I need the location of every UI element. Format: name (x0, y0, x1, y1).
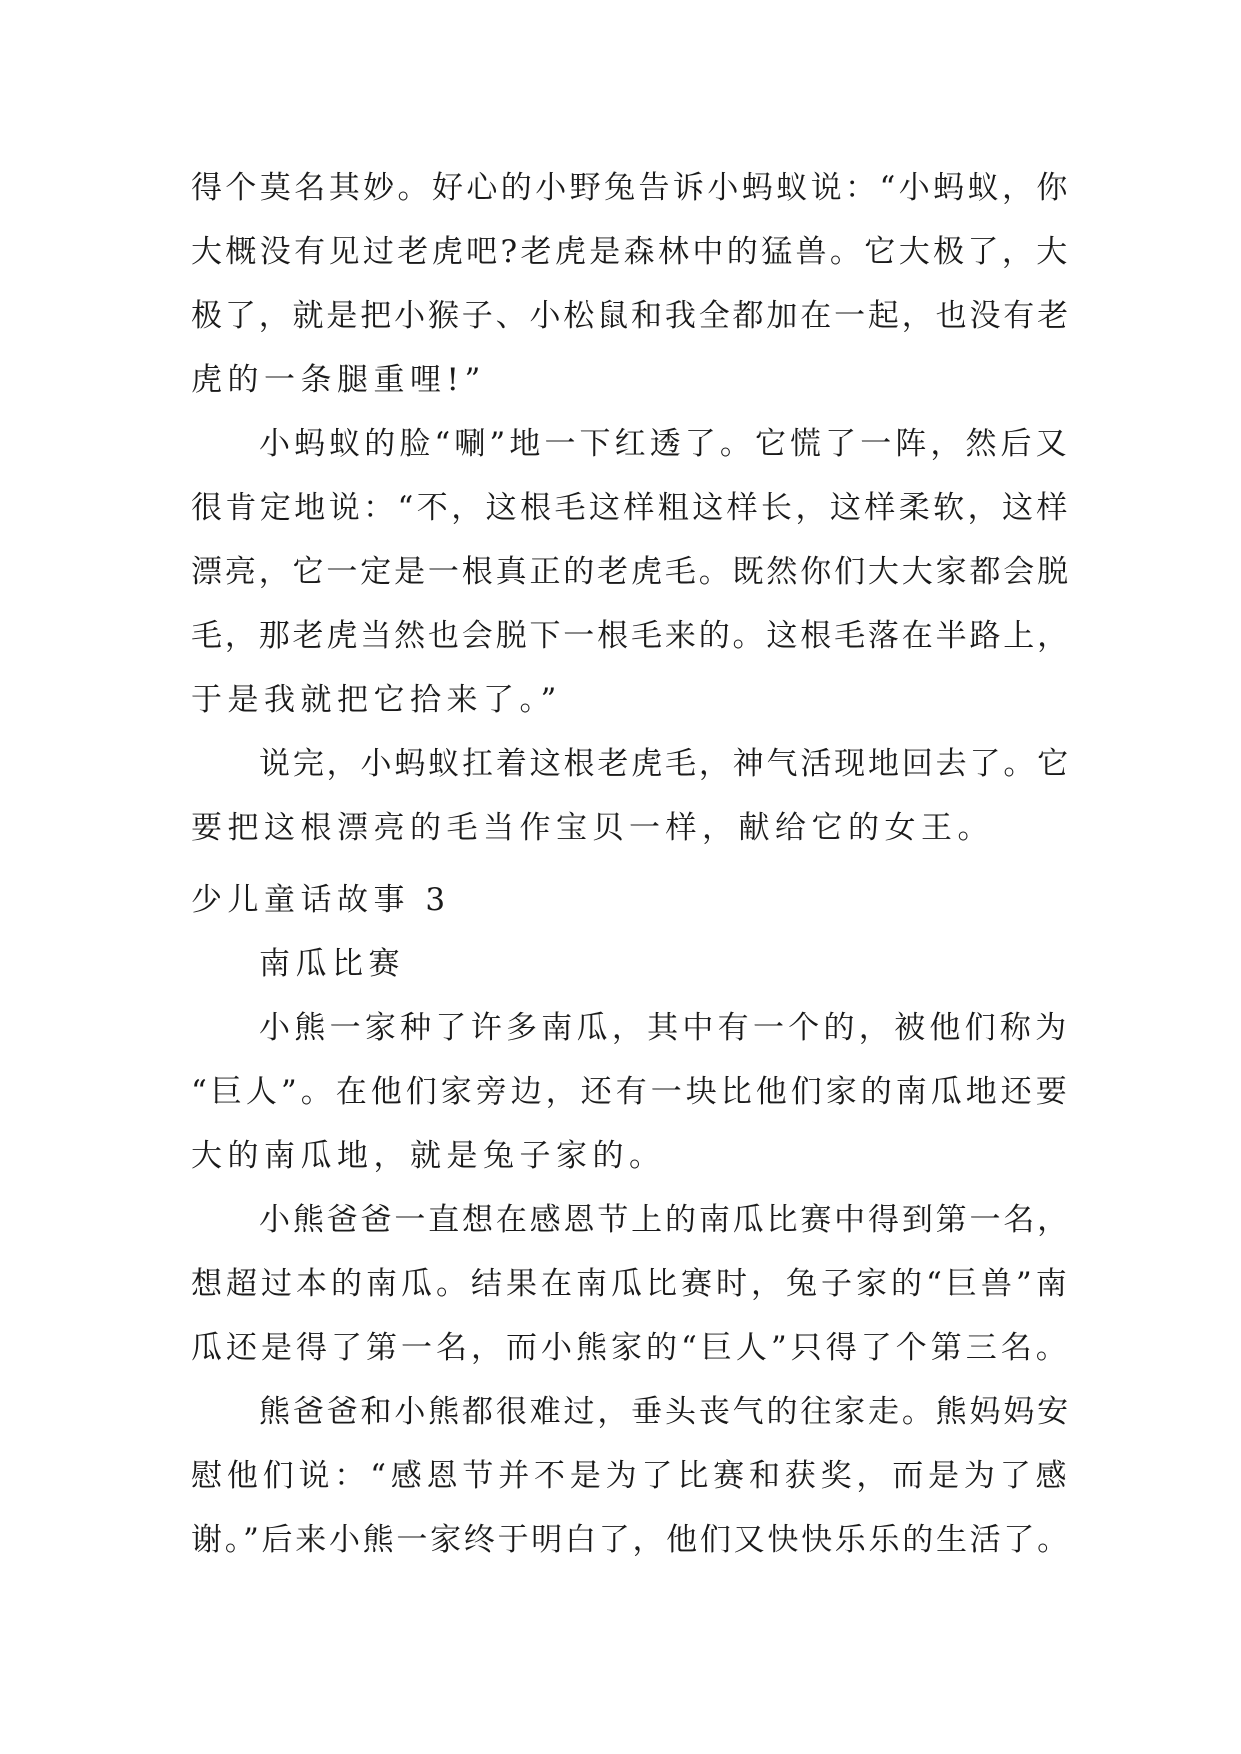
story-title: 少儿童话故事 3 (191, 882, 451, 918)
text-line: 很肯定地说：“不，这根毛这样粗这样长，这样柔软，这样 (191, 490, 1071, 526)
text-line: 大的南瓜地，就是兔子家的。 (191, 1138, 666, 1174)
text-line: 慰他们说：“感恩节并不是为了比赛和获奖，而是为了感 (191, 1458, 1072, 1494)
text-line: “巨人”。在他们家旁边，还有一块比他们家的南瓜地还要 (191, 1074, 1071, 1110)
text-line: 漂亮，它一定是一根真正的老虎毛。既然你们大大家都会脱 (191, 554, 1071, 590)
story-subtitle: 南瓜比赛 (259, 946, 405, 982)
text-line: 熊爸爸和小熊都很难过，垂头丧气的往家走。熊妈妈安 (259, 1394, 1071, 1430)
text-line: 说完，小蚂蚁扛着这根老虎毛，神气活现地回去了。它 (259, 746, 1071, 782)
story-three-section (191, 868, 1071, 1572)
text-line: 瓜还是得了第一名，而小熊家的“巨人”只得了个第三名。 (191, 1330, 1071, 1366)
text-line: 小熊一家种了许多南瓜，其中有一个的，被他们称为 (259, 1010, 1071, 1046)
text-line: 得个莫名其妙。好心的小野兔告诉小蚂蚁说：“小蚂蚁，你 (191, 170, 1071, 206)
text-line: 大概没有见过老虎吧?老虎是森林中的猛兽。它大极了，大 (191, 234, 1071, 270)
text-line: 极了，就是把小猴子、小松鼠和我全都加在一起，也没有老 (191, 298, 1071, 334)
text-line: 毛，那老虎当然也会脱下一根毛来的。这根毛落在半路上， (191, 618, 1071, 654)
text-line: 谢。”后来小熊一家终于明白了，他们又快快乐乐的生活了。 (191, 1522, 1071, 1558)
text-line: 小熊爸爸一直想在感恩节上的南瓜比赛中得到第一名， (259, 1202, 1071, 1238)
text-line: 小蚂蚁的脸“唰”地一下红透了。它慌了一阵，然后又 (259, 426, 1071, 462)
story-continuation-section (191, 156, 1071, 860)
text-line: 想超过本的南瓜。结果在南瓜比赛时，兔子家的“巨兽”南 (191, 1266, 1071, 1302)
text-line: 虎的一条腿重哩!” (191, 362, 486, 398)
text-line: 于是我就把它拾来了。” (191, 682, 562, 718)
text-line: 要把这根漂亮的毛当作宝贝一样，献给它的女王。 (191, 810, 994, 846)
